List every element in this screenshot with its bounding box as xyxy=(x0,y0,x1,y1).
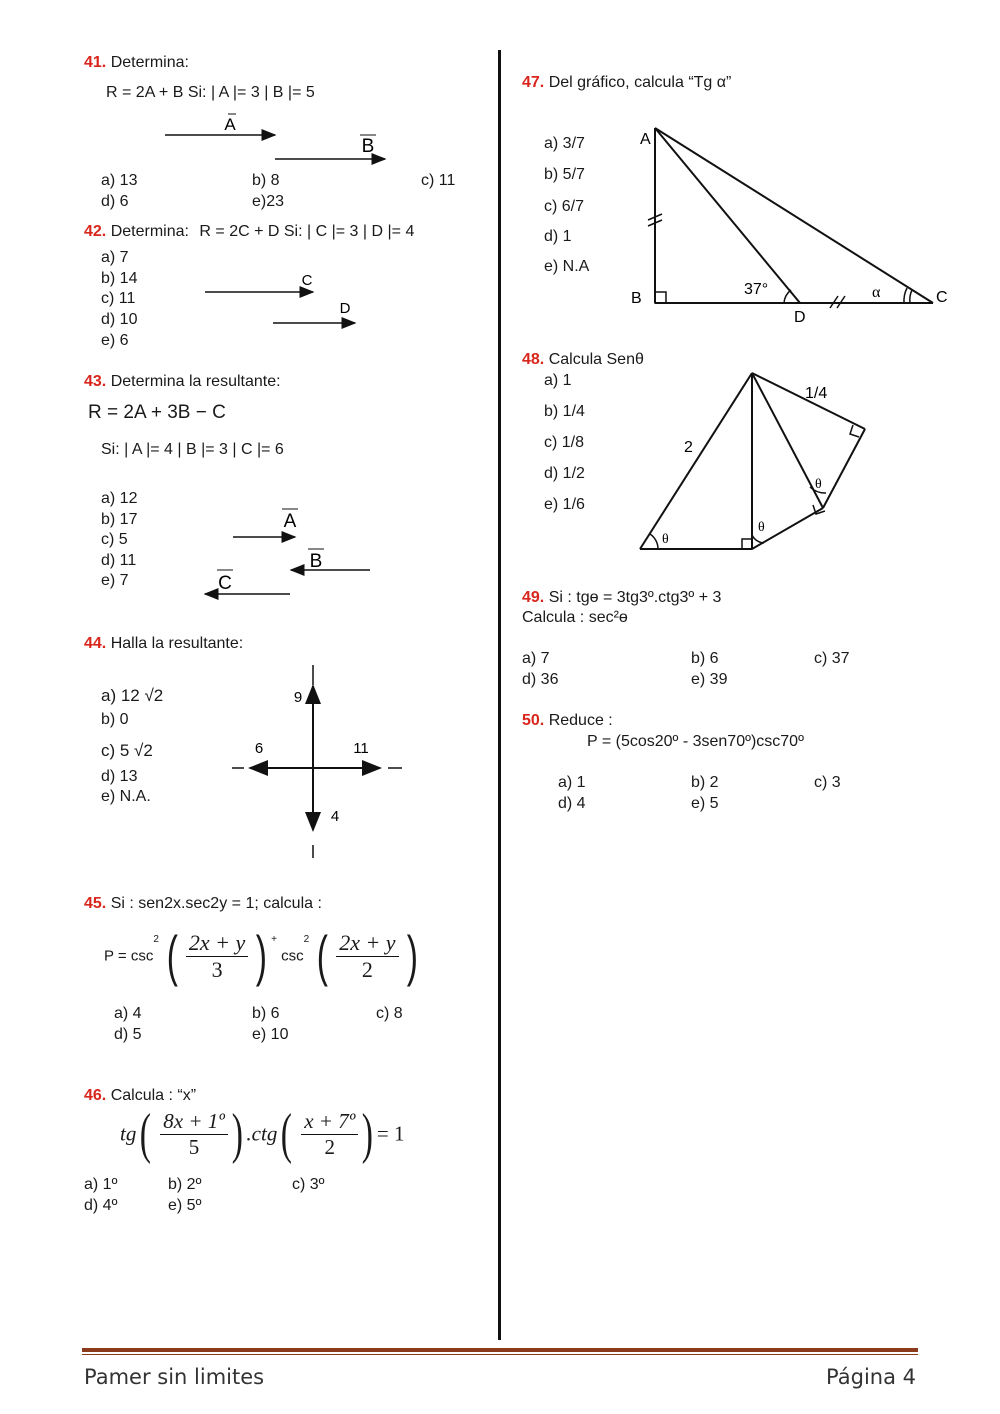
option-e[interactable]: e) 1/6 xyxy=(544,496,585,513)
side-2-label: 2 xyxy=(684,439,693,456)
problem-45-heading xyxy=(84,895,322,913)
vector-b-label: B xyxy=(361,136,375,157)
option-a[interactable]: a) 3/7 xyxy=(544,135,585,152)
option-a[interactable]: a) 1º xyxy=(84,1176,118,1193)
problem-title: Reduce : xyxy=(548,712,613,729)
problem-title: Calcula : “x” xyxy=(110,1087,197,1104)
problem-43-vector-diagram xyxy=(195,505,385,605)
option-a[interactable]: a) 7 xyxy=(522,650,550,667)
formula-lead: P = csc xyxy=(104,947,154,965)
problem-number: 43. xyxy=(84,373,107,390)
option-d[interactable]: d) 5 xyxy=(114,1026,142,1043)
vector-a-label: A xyxy=(224,115,236,134)
option-d[interactable]: d) 4 xyxy=(558,795,586,812)
fraction-2: $\frac{\text{x + 7º}}{2}$ xyxy=(301,1109,358,1160)
option-e[interactable]: e) 6 xyxy=(101,332,129,349)
option-b[interactable]: b) 0 xyxy=(101,711,129,728)
vector-up-label: 9 xyxy=(293,689,303,706)
problem-41-heading xyxy=(84,54,189,72)
problem-number: 48. xyxy=(522,351,545,368)
vector-c-label: C xyxy=(301,272,313,289)
option-c[interactable]: c) 5 √2 xyxy=(101,741,153,760)
problem-43-expression: R = 2A + 3B − C xyxy=(88,402,226,423)
vertex-b-label: B xyxy=(631,290,642,307)
option-d[interactable]: d) 4º xyxy=(84,1197,118,1214)
angle-37-label: 37° xyxy=(744,281,769,298)
vector-right-label: 11 xyxy=(353,740,369,757)
footer-rule xyxy=(82,1348,918,1352)
vector-down-label: 4 xyxy=(330,808,340,825)
option-b[interactable]: b) 5/7 xyxy=(544,166,585,183)
option-e[interactable]: e)23 xyxy=(252,193,285,210)
option-c[interactable]: c) 6/7 xyxy=(544,198,585,215)
option-a[interactable]: a) 13 xyxy=(101,172,138,189)
problem-42-heading xyxy=(84,223,414,241)
problem-47-heading xyxy=(522,74,731,92)
option-e[interactable]: e) 5º xyxy=(168,1197,202,1214)
problem-number: 44. xyxy=(84,635,107,652)
problem-50-heading xyxy=(522,712,613,730)
option-b[interactable]: b) 17 xyxy=(101,511,138,528)
option-a[interactable]: a) 1 xyxy=(558,774,586,791)
option-a[interactable]: a) 12 xyxy=(101,490,138,507)
fraction-1: $\frac{2x + y}{3}$ xyxy=(186,930,248,983)
option-e[interactable]: e) 39 xyxy=(691,671,728,688)
option-c[interactable]: c) 11 xyxy=(101,290,136,307)
option-e[interactable]: e) N.A xyxy=(544,258,590,275)
option-a[interactable]: a) 7 xyxy=(101,249,129,266)
column-divider xyxy=(498,50,501,1340)
option-a[interactable]: a) 1 xyxy=(544,372,572,389)
fraction-2: $\frac{2x + y}{2}$ xyxy=(336,930,398,983)
problem-45-formula: $P = \csc^2$ ( $\frac{2x + y}{3}$ ) + $\csc^2$ ( $\frac{2x + y}{2}$ ) xyxy=(104,924,418,987)
problem-title: Determina: xyxy=(110,223,189,240)
option-e[interactable]: e) N.A. xyxy=(101,788,151,805)
footer-page-number: Página 4 xyxy=(826,1365,916,1389)
option-d[interactable]: d) 10 xyxy=(101,311,138,328)
option-a[interactable]: a) 4 xyxy=(114,1005,142,1022)
option-b[interactable]: b) 6 xyxy=(252,1005,280,1022)
theta-label-1: θ xyxy=(662,532,669,547)
footer-rule-thin xyxy=(82,1354,918,1355)
problem-44-vector-diagram xyxy=(230,660,405,865)
vector-c-label: C xyxy=(218,573,232,594)
theta-label-3: θ xyxy=(815,477,822,492)
vertex-a-label: A xyxy=(640,131,651,148)
vector-b-label: B xyxy=(309,551,323,572)
option-d[interactable]: d) 11 xyxy=(101,552,137,569)
problem-47-triangle-diagram xyxy=(620,120,960,330)
option-c[interactable]: c) 37 xyxy=(814,650,850,667)
problem-41-vector-diagram xyxy=(150,110,400,170)
footer-left-text: Pamer sin limites xyxy=(84,1365,265,1389)
formula-csc: csc xyxy=(281,947,304,965)
problem-number: 46. xyxy=(84,1087,107,1104)
vertex-d-label: D xyxy=(794,309,806,326)
option-e[interactable]: e) 5 xyxy=(691,795,719,812)
option-b[interactable]: b) 2 xyxy=(691,774,719,791)
option-e[interactable]: e) 10 xyxy=(252,1026,289,1043)
vertex-c-label: C xyxy=(936,289,948,306)
problem-number: 50. xyxy=(522,712,545,729)
option-b[interactable]: b) 6 xyxy=(691,650,719,667)
problem-44-heading xyxy=(84,635,243,653)
problem-49-subtitle: Calcula : sec²ɵ xyxy=(522,609,628,626)
option-d[interactable]: d) 1 xyxy=(544,228,572,245)
problem-number: 41. xyxy=(84,54,107,71)
option-d[interactable]: d) 36 xyxy=(522,671,559,688)
option-d[interactable]: d) 6 xyxy=(101,193,129,210)
vector-a-label: A xyxy=(283,511,297,532)
option-b[interactable]: b) 2º xyxy=(168,1176,202,1193)
problem-number: 47. xyxy=(522,74,545,91)
option-c[interactable]: c) 11 xyxy=(421,172,456,189)
problem-42-vector-diagram xyxy=(195,265,375,335)
problem-48-heading xyxy=(522,351,644,369)
option-d[interactable]: d) 13 xyxy=(101,768,138,785)
option-c[interactable]: c) 8 xyxy=(376,1005,403,1022)
vector-d-label: D xyxy=(339,300,351,317)
option-c[interactable]: c) 5 xyxy=(101,531,128,548)
problem-number: 45. xyxy=(84,895,107,912)
problem-title: Del gráfico, calcula “Tg α” xyxy=(548,74,732,91)
vector-left-label: 6 xyxy=(254,740,264,757)
option-b[interactable]: b) 1/4 xyxy=(544,403,585,420)
problem-41-expression: R = 2A + B Si: | A |= 3 | B |= 5 xyxy=(106,84,315,101)
theta-label-2: θ xyxy=(758,520,765,535)
exponent: 2 xyxy=(153,933,159,945)
problem-43-heading xyxy=(84,373,281,391)
side-quarter-label: 1/4 xyxy=(805,385,828,402)
option-c[interactable]: c) 3 xyxy=(814,774,841,791)
problem-expression: R = 2C + D Si: | C |= 3 | D |= 4 xyxy=(199,223,415,240)
problem-title: Halla la resultante: xyxy=(110,635,244,652)
problem-title: Si : tgɵ = 3tg3º.ctg3º + 3 xyxy=(548,589,722,606)
option-b[interactable]: b) 8 xyxy=(252,172,280,189)
option-d[interactable]: d) 1/2 xyxy=(544,465,585,482)
option-c[interactable]: c) 3º xyxy=(292,1176,325,1193)
problem-43-condition: Si: | A |= 4 | B |= 3 | C |= 6 xyxy=(101,441,284,458)
problem-49-heading xyxy=(522,589,721,607)
problem-50-expression: P = (5cos20º - 3sen70º)csc70º xyxy=(587,733,804,750)
problem-title: Determina: xyxy=(110,54,189,71)
angle-alpha-label: α xyxy=(872,284,881,301)
plus-sign: + xyxy=(271,933,277,945)
problem-number: 49. xyxy=(522,589,545,606)
problem-48-triangle-diagram xyxy=(630,365,880,565)
fraction-1: $\frac{\text{8x + 1º}}{5}$ xyxy=(160,1109,228,1160)
problem-46-formula: tg( $\frac{\text{8x + 1º}}{5}$ ) .ctg( $\frac{\text{x + 7º}}{2}$ ) = 1 xyxy=(120,1103,405,1165)
problem-title: Si : sen2x.sec2y = 1; calcula : xyxy=(110,895,322,912)
option-c[interactable]: c) 1/8 xyxy=(544,434,585,451)
problem-number: 42. xyxy=(84,223,107,240)
option-e[interactable]: e) 7 xyxy=(101,572,129,589)
problem-title: Determina la resultante: xyxy=(110,373,281,390)
option-a[interactable]: a) 12 √2 xyxy=(101,686,164,705)
option-b[interactable]: b) 14 xyxy=(101,270,138,287)
problem-title: Calcula Senθ xyxy=(548,351,644,368)
